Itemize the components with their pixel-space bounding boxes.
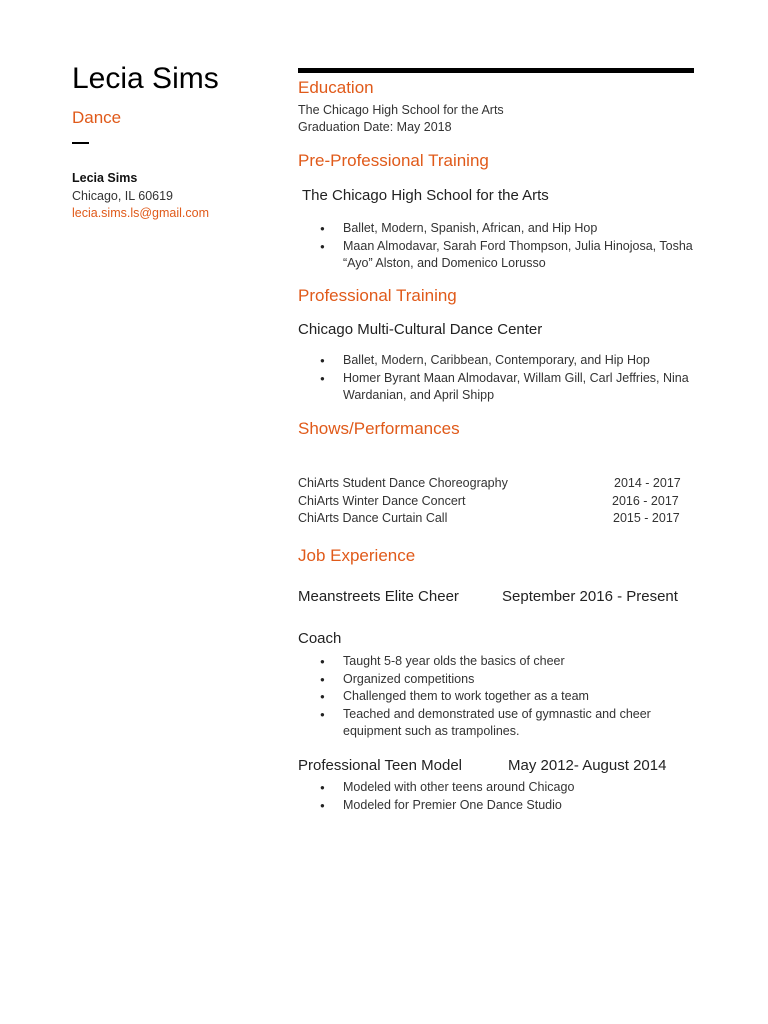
resume-name: Lecia Sims xyxy=(72,62,219,95)
list-item: ● Organized competitions xyxy=(298,671,688,689)
list-item: ● Challenged them to work together as a team xyxy=(298,688,688,706)
pre-professional-list xyxy=(298,220,693,273)
professional-heading: Professional Training xyxy=(298,286,457,305)
list-item: ● Ballet, Modern, Caribbean, Contemporary, and Hip Hop xyxy=(298,352,698,370)
jobs-heading: Job Experience xyxy=(298,546,416,565)
list-item: ● Ballet, Modern, Spanish, African, and Hip Hop xyxy=(298,220,693,238)
job2-employer: Professional Teen Model xyxy=(298,757,462,774)
job2-list xyxy=(298,779,688,814)
show-years: 2016 - 2017 xyxy=(612,494,679,508)
job1-dates: September 2016 - Present xyxy=(502,588,678,605)
show-title: ChiArts Student Dance Choreography xyxy=(298,476,508,490)
list-item: ● Modeled for Premier One Dance Studio xyxy=(298,797,688,815)
resume-role: Dance xyxy=(72,108,122,127)
show-title: ChiArts Winter Dance Concert xyxy=(298,494,466,508)
education-heading: Education xyxy=(298,78,374,97)
shows-heading: Shows/Performances xyxy=(298,419,460,438)
list-item: ● Modeled with other teens around Chicago xyxy=(298,779,688,797)
job2-dates: May 2012- August 2014 xyxy=(508,757,667,774)
contact-name: Lecia Sims xyxy=(72,171,138,185)
contact-email-link[interactable]: lecia.sims.ls@gmail.com xyxy=(72,206,210,220)
list-item: ● Teached and demonstrated use of gymnastic and cheer equipment such as trampolines. xyxy=(298,706,688,741)
job1-employer: Meanstreets Elite Cheer xyxy=(298,588,459,605)
professional-school: Chicago Multi-Cultural Dance Center xyxy=(298,321,543,338)
header-rule xyxy=(298,68,694,73)
contact-location: Chicago, IL 60619 xyxy=(72,189,174,203)
education-school: The Chicago High School for the Arts xyxy=(298,103,504,117)
list-item: ● Maan Almodavar, Sarah Ford Thompson, Julia Hinojosa, Tosha “Ayo” Alston, and Domenico Lorusso xyxy=(298,238,693,273)
pre-professional-heading: Pre-Professional Training xyxy=(298,151,489,170)
show-years: 2015 - 2017 xyxy=(613,511,680,525)
list-item: ● Taught 5-8 year olds the basics of cheer xyxy=(298,653,688,671)
show-years: 2014 - 2017 xyxy=(614,476,681,490)
show-title: ChiArts Dance Curtain Call xyxy=(298,511,448,525)
education-graduation: Graduation Date: May 2018 xyxy=(298,120,452,134)
professional-list xyxy=(298,352,698,405)
pre-professional-school: The Chicago High School for the Arts xyxy=(302,187,549,204)
job1-list xyxy=(298,653,688,741)
list-item: ● Homer Byrant Maan Almodavar, Willam Gill, Carl Jeffries, Nina Wardanian, and April Shipp xyxy=(298,370,698,405)
role-divider xyxy=(72,142,89,144)
job1-title: Coach xyxy=(298,630,342,647)
